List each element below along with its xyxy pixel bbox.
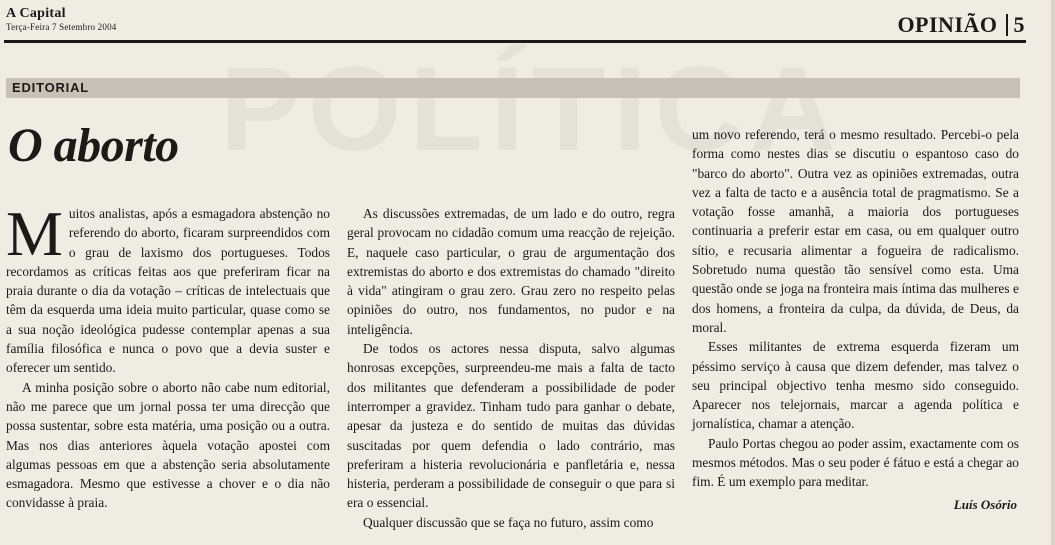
page-number: 5: [1013, 12, 1025, 37]
paragraph: um novo referendo, terá o mesmo resultado. Percebi-o pela forma como nestes dias se discutiu o espantoso caso do "barco do aborto". Outra vez as opiniões extremadas, outra vez a falta de tacto e a ausência total de pragmatismo. Se a votação fosse amanhã, a maioria dos portugueses continuaria a preferir estar em casa, ou em qualquer outro sítio, e recusaria alimentar a fogueira de radicalismo. Sobretudo numa questão tão sensível como esta. Uma questão onde se joga na fronteira mais íntima das mulheres e dos homens, a fronteira da culpa, da dúvida, de Deus, da moral.: [692, 127, 1019, 335]
article-column-3: [692, 125, 1019, 492]
dropcap: M: [6, 198, 63, 269]
kicker: EDITORIAL: [12, 80, 90, 95]
paragraph: Esses militantes de extrema esquerda fizeram um péssimo serviço à causa que dizem defender, mas talvez o seu principal objectivo tenha mesmo sido conseguido. Aparecer nos telejornais, marcar a agenda política e jornalística, chamar a atenção.: [692, 339, 1019, 432]
paragraph: De todos os actores nessa disputa, salvo algumas honrosas excepções, surpreendeu-me mais a falta de tacto dos militantes que defenderam a possibilidade de poder interromper a gravidez. Tinham tudo para ganhar o debate, apesar da justeza e do sentido de muitas das dúvidas suscitadas por quem defendia o lado contrário, mas preferiram a histeria revolucionária e panfletária e, nessa histeria, perderam a possibilidade de conseguir o que para si era o essencial.: [347, 341, 675, 511]
headline: O aborto: [8, 119, 179, 172]
paragraph: Qualquer discussão que se faça no futuro, assim como: [363, 514, 654, 530]
paper-name: A Capital: [6, 6, 66, 21]
masthead-rule: [4, 40, 1026, 43]
page-edge: [1051, 0, 1055, 545]
paragraph: Paulo Portas chegou ao poder assim, exactamente com os mesmos métodos. Mas o seu poder é fátuo e está a chegar ao fim. É um exemplo para meditar.: [692, 435, 1019, 490]
section-divider: [1006, 14, 1008, 36]
paragraph: As discussões extremadas, de um lado e do outro, regra geral provocam no cidadão comum uma reacção de rejeição. E, naquele caso particular, o grau de argumentação dos extremistas do aborto e dos extremistas do chamado "direito à vida" atingiram o grau zero. Grau zero no respeito pelas opiniões do outro, nos fundamentos, no pudor e na inteligência.: [347, 206, 675, 337]
byline: Luís Osório: [953, 497, 1017, 512]
paragraph-text: uitos analistas, após a esmagadora abstenção no referendo do aborto, ficaram surpreendidos com o grau de laxismo dos portugueses. Todos recordamos as críticas feitas aos que preferiram ficar na praia durante o dia da votação – críticas de intelectuais que têm da esquerda uma ideia muito particular, quase como se a sua noção ideológica pudesse contemplar apenas a sua família filosófica e nunca o povo que a devia suster e oferecer um sentido.: [6, 206, 330, 376]
article-column-1: [6, 198, 330, 513]
section-title: OPINIÃO: [897, 12, 998, 37]
masthead: [6, 6, 116, 33]
paragraph: A minha posição sobre o aborto não cabe num editorial, não me parece que um jornal possa ter uma direcção que possa sustentar, sobre esta matéria, uma posição ou a outra. Mas nos dias anteriores àquela votação apostei com algumas pessoas em que a abstenção seria absolutamente esmagadora. Mesmo que estivesse a chover e o dia não convidasse à praia.: [6, 379, 330, 511]
article-column-2: [347, 204, 675, 532]
kicker-bar: [6, 78, 1020, 98]
issue-date: Terça-Feira 7 Setembro 2004: [6, 22, 117, 32]
section-header: [897, 12, 1025, 38]
paragraph: [6, 198, 330, 378]
